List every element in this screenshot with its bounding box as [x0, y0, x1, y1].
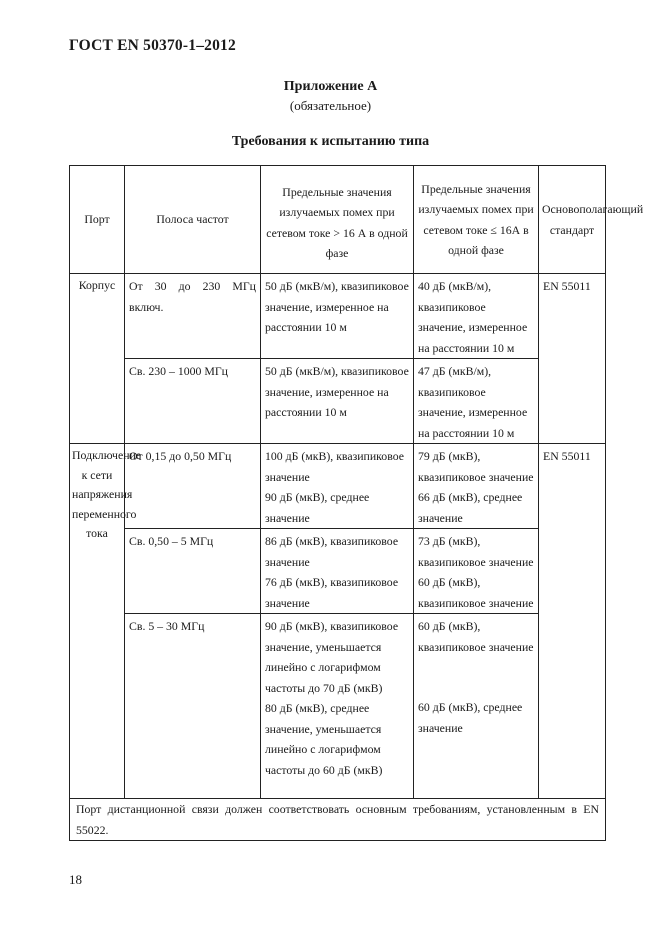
- standard-ac-mains: EN 55011: [539, 444, 606, 799]
- limit-high-cell: [261, 444, 414, 529]
- band-cell: Св. 0,50 – 5 МГц: [125, 529, 261, 614]
- band-cell: Св. 230 – 1000 МГц: [125, 359, 261, 444]
- limit-low-cell: [414, 529, 539, 614]
- document-title: ГОСТ EN 50370-1–2012: [69, 37, 236, 54]
- port-ac-mains: Подключение к сети напряжения переменного тока: [70, 444, 125, 799]
- header-standard: Основополагающий стандарт: [539, 166, 606, 274]
- header-port: Порт: [70, 166, 125, 274]
- limit-quasi-peak: 86 дБ (мкВ), квазипиковое значение: [265, 534, 399, 569]
- limit-quasi-peak: 60 дБ (мкВ), квазипиковое значение: [418, 575, 534, 610]
- header-limit-high: Предельные значения излучаемых помех при сетевом токе > 16 А в одной фазе: [261, 166, 414, 274]
- table-header-row: [70, 166, 606, 274]
- appendix-title: Приложение А: [283, 79, 378, 94]
- limit-quasi-peak: 76 дБ (мкВ), квазипиковое значение: [265, 575, 399, 610]
- limit-low-cell: [414, 614, 539, 799]
- port-enclosure: Корпус: [70, 274, 125, 444]
- header-band: Полоса частот: [125, 166, 261, 274]
- limit-average: 90 дБ (мкВ), среднее значение: [265, 490, 370, 525]
- limit-low-cell: 40 дБ (мкВ/м), квазипиковое значение, измеренное на расстоянии 10 м: [414, 274, 539, 359]
- limit-average: 80 дБ (мкВ), среднее значение, уменьшается линейно с логарифмом частоты до 60 дБ (мкВ): [265, 701, 383, 777]
- limit-average: 66 дБ (мкВ), среднее значение: [418, 490, 523, 525]
- limit-high-cell: [261, 614, 414, 799]
- limit-high-cell: 50 дБ (мкВ/м), квазипиковое значение, измеренное на расстоянии 10 м: [261, 274, 414, 359]
- limit-high-cell: [261, 529, 414, 614]
- limit-quasi-peak: 79 дБ (мкВ), квазипиковое значение: [418, 449, 534, 484]
- limit-quasi-peak: 100 дБ (мкВ), квазипиковое значение: [265, 449, 404, 484]
- table-row: [70, 529, 606, 614]
- table-row: [70, 614, 606, 799]
- footer-note: Порт дистанционной связи должен соответствовать основным требованиям, установленным в EN 55022.: [70, 799, 606, 841]
- appendix-subtitle: (обязательное): [289, 98, 372, 113]
- limit-quasi-peak: 60 дБ (мкВ), квазипиковое значение: [418, 619, 534, 654]
- limit-low-cell: [414, 444, 539, 529]
- standard-enclosure: EN 55011: [539, 274, 606, 444]
- table-row: [70, 359, 606, 444]
- limit-quasi-peak: 90 дБ (мкВ), квазипиковое значение, уменьшается линейно с логарифмом частоты до 70 дБ (мкВ): [265, 619, 399, 695]
- limit-quasi-peak: 73 дБ (мкВ), квазипиковое значение: [418, 534, 534, 569]
- band-cell: От 30 до 230 МГц включ.: [125, 274, 261, 359]
- table-row: [70, 274, 606, 359]
- table-row: [70, 444, 606, 529]
- page-number: 18: [69, 872, 82, 887]
- limit-low-cell: 47 дБ (мкВ/м), квазипиковое значение, измеренное на расстоянии 10 м: [414, 359, 539, 444]
- band-cell: От 0,15 до 0,50 МГц: [125, 444, 261, 529]
- limit-high-cell: 50 дБ (мкВ/м), квазипиковое значение, измеренное на расстоянии 10 м: [261, 359, 414, 444]
- table-title: Требования к испытанию типа: [231, 134, 430, 149]
- header-limit-low: Предельные значения излучаемых помех при сетевом токе ≤ 16А в одной фазе: [414, 166, 539, 274]
- limit-average: 60 дБ (мкВ), среднее значение: [418, 700, 523, 735]
- band-cell: Св. 5 – 30 МГц: [125, 614, 261, 799]
- requirements-table: [69, 165, 644, 841]
- table-footer-row: [70, 799, 606, 841]
